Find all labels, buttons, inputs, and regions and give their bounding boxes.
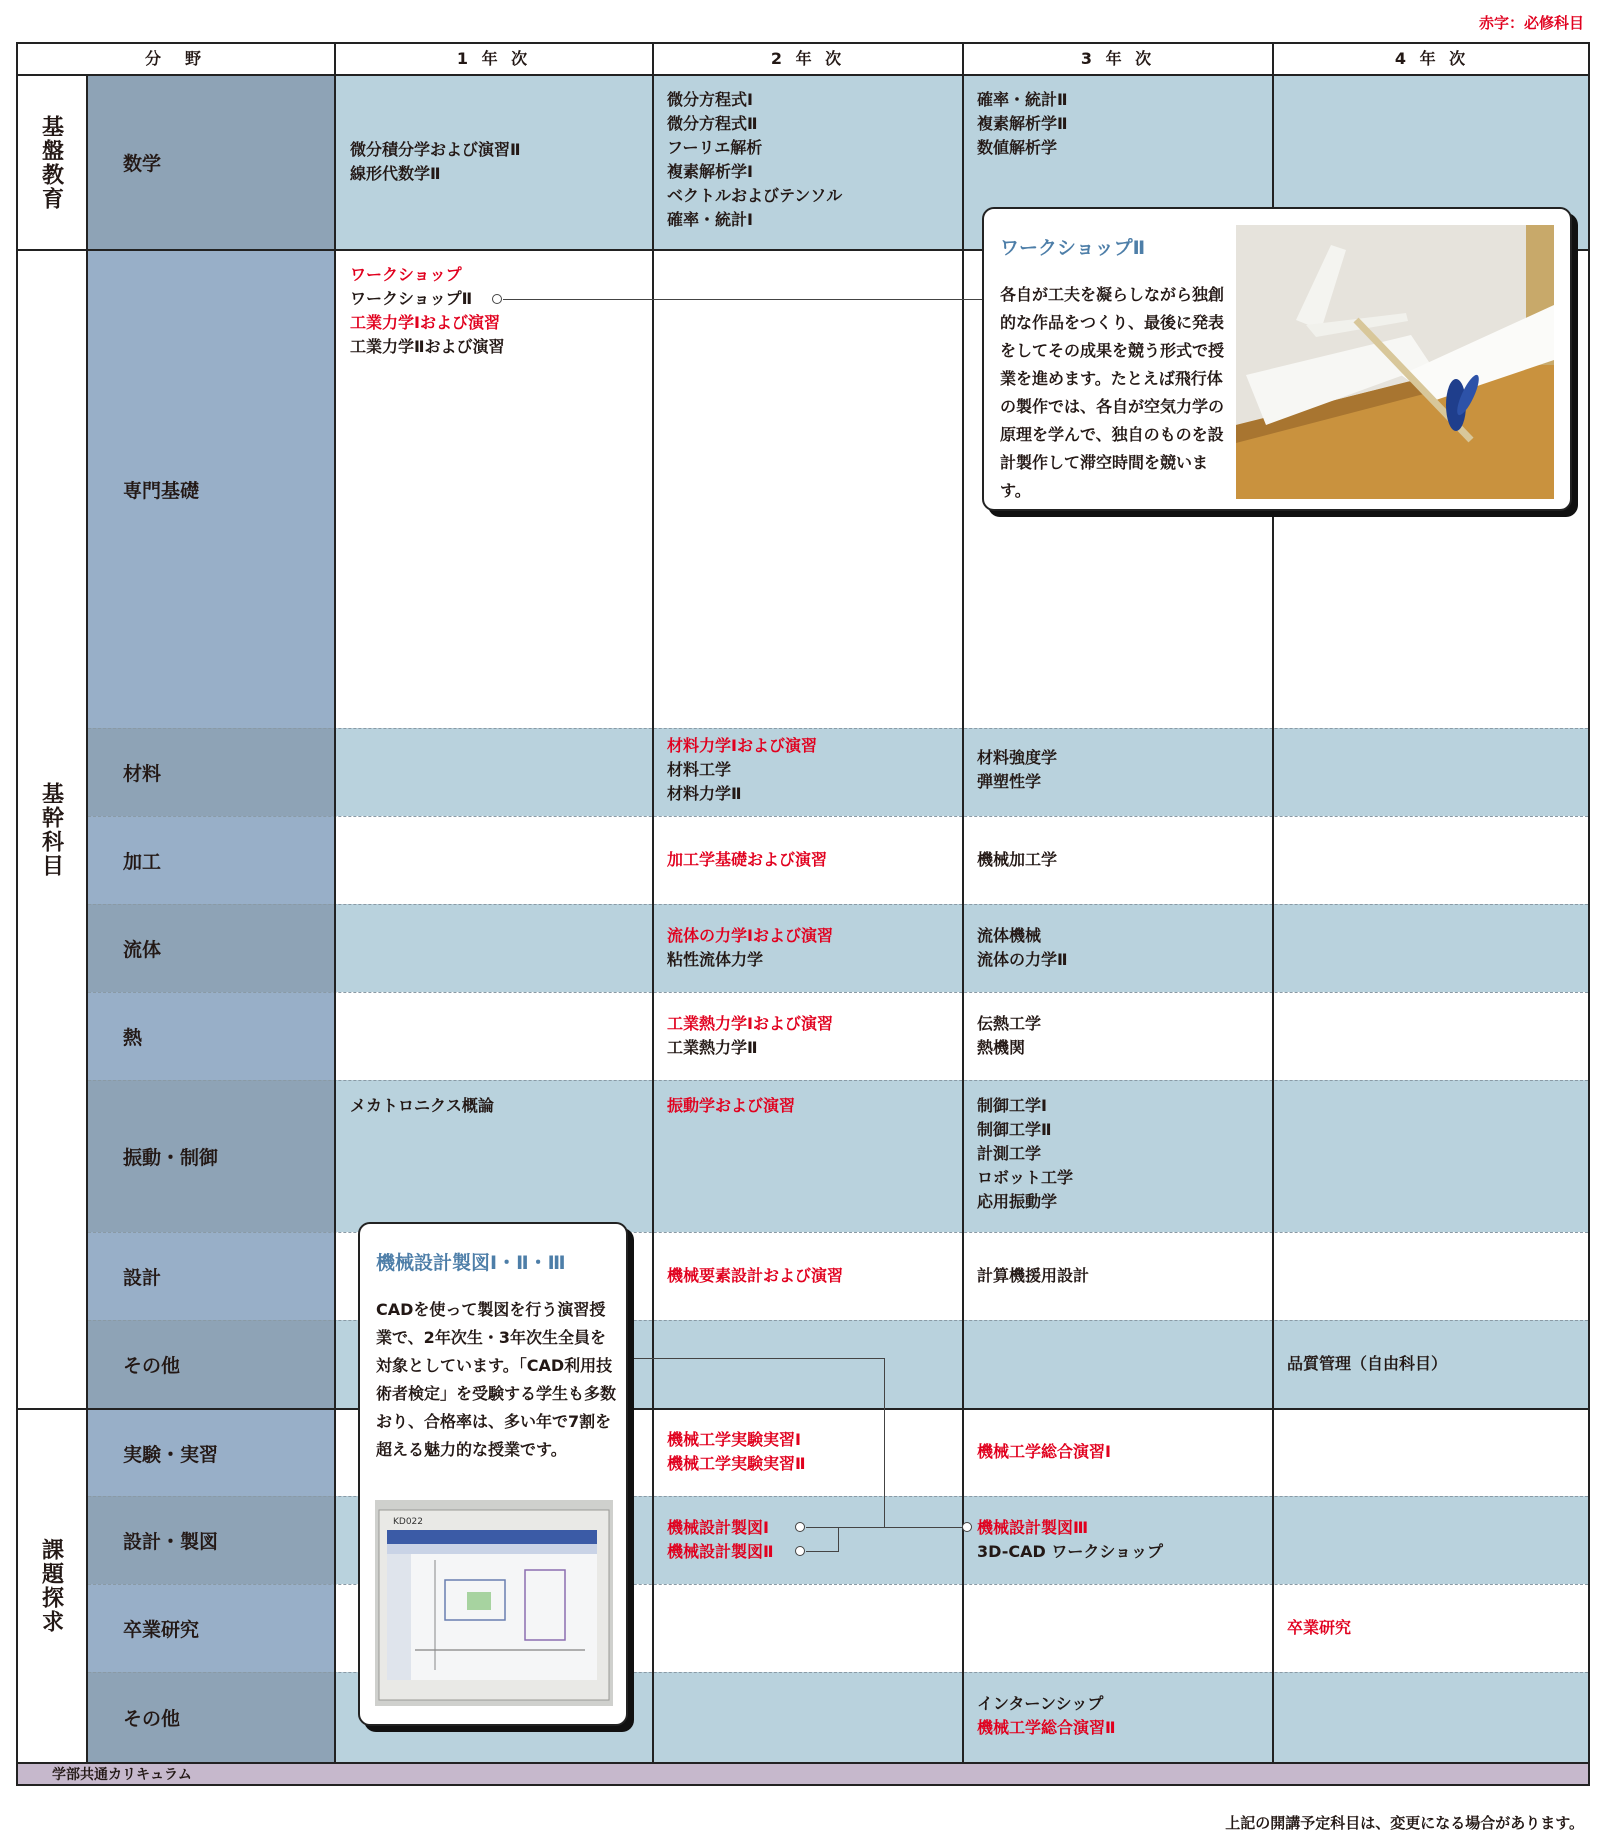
course: 微分方程式Ⅰ (667, 90, 753, 109)
header-year2: 2 年 次 (770, 49, 846, 68)
header-year1: 1 年 次 (456, 49, 532, 68)
field-sotsugyo: 卒業研究 (88, 1584, 334, 1672)
cad-photo-illustration (375, 1500, 613, 1706)
connector-dot (962, 1522, 972, 1532)
course: 確率・統計Ⅰ (667, 210, 753, 229)
connector-line (838, 1527, 964, 1528)
field-zairyo: 材料 (88, 728, 334, 816)
course: 線形代数学Ⅱ (350, 164, 441, 183)
course: インターンシップ (977, 1694, 1104, 1713)
course-required: ワークショップ (350, 265, 462, 284)
course-required: 機械工学総合演習Ⅰ (977, 1442, 1111, 1461)
header-year3: 3 年 次 (1080, 49, 1156, 68)
field-sugaku: 数学 (88, 76, 334, 249)
course-required: 工業熱力学Ⅰおよび演習 (667, 1014, 833, 1033)
course: 品質管理（自由科目） (1287, 1354, 1448, 1373)
cad-screen-label: KD022 (393, 1517, 424, 1527)
course-required: 流体の力学Ⅰおよび演習 (667, 926, 833, 945)
group-kikan: 基幹科目 (38, 781, 64, 878)
required-legend: 赤字：必修科目 (1478, 14, 1584, 32)
field-sonota2: その他 (88, 1672, 334, 1762)
connector-dot (795, 1546, 805, 1556)
course-required: 機械設計製図Ⅱ (667, 1542, 774, 1561)
group-kadai: 課題探求 (38, 1538, 64, 1634)
course: フーリエ解析 (667, 138, 763, 157)
cad-card-body: CADを使って製図を行う演習授業で、2年次生・3年次生全員を対象としています。「CAD利用技術者検定」を受験する学生も多数おり、合格率は、多い年で7割を超える魅力的な授業です。 (376, 1300, 617, 1459)
course: 工業熱力学Ⅱ (667, 1038, 758, 1057)
course: 材料工学 (667, 760, 732, 779)
connector-line (503, 299, 983, 300)
course-required: 機械工学総合演習Ⅱ (977, 1718, 1116, 1737)
airplane-photo (1236, 225, 1554, 499)
connector-line (806, 1551, 839, 1552)
header-year4: 4 年 次 (1394, 49, 1470, 68)
workshop-card (982, 207, 1572, 511)
course-required: 機械工学実験実習Ⅱ (667, 1454, 806, 1473)
connector-dot (795, 1522, 805, 1532)
course-required: 工業力学Ⅰおよび演習 (350, 313, 500, 332)
workshop-card-body: 各自が工夫を凝らしながら独創的な作品をつくり、最後に発表をしてその成果を競う形式で授業を進めます。たとえば飛行体の製作では、各自が空気力学の原理を学んで、独自のものを設計製作して滞空時間を競います。 (1000, 285, 1225, 500)
course-required: 振動学および演習 (667, 1096, 796, 1115)
course: ベクトルおよびテンソル (667, 186, 843, 205)
connector-dot (492, 294, 502, 304)
field-netsu: 熱 (88, 992, 334, 1080)
course: 機械加工学 (977, 850, 1058, 869)
course-required: 機械工学実験実習Ⅰ (667, 1430, 801, 1449)
field-shindo: 振動・制御 (88, 1080, 334, 1232)
field-sonota1: その他 (88, 1320, 334, 1408)
course-required: 加工学基礎および演習 (667, 850, 828, 869)
airplane-photo-illustration (1236, 225, 1554, 499)
course: 数値解析学 (977, 138, 1058, 157)
field-sekkei: 設計 (88, 1232, 334, 1320)
field-ryutai: 流体 (88, 904, 334, 992)
course: 複素解析学Ⅰ (667, 162, 753, 181)
connector-line (838, 1527, 839, 1551)
course: ロボット工学 (977, 1168, 1074, 1187)
course: 材料強度学 (977, 748, 1058, 767)
course: 計算機援用設計 (977, 1266, 1090, 1285)
course-required: 機械設計製図Ⅰ (667, 1518, 769, 1537)
course: 確率・統計Ⅱ (977, 90, 1068, 109)
group-kiban: 基盤教育 (38, 114, 64, 211)
course: 3D-CAD ワークショップ (977, 1542, 1164, 1561)
field-jikken: 実験・実習 (88, 1410, 334, 1496)
footnote: 上記の開講予定科目は、変更になる場合があります。 (1225, 1814, 1584, 1832)
common-curriculum-bar: 学部共通カリキュラム (16, 1762, 1590, 1786)
course: 材料力学Ⅱ (667, 784, 742, 803)
course: 伝熱工学 (977, 1014, 1042, 1033)
connector-line (628, 1358, 884, 1359)
course: 工業力学Ⅱおよび演習 (350, 337, 505, 356)
field-senmon: 専門基礎 (88, 251, 334, 728)
course-required: 機械要素設計および演習 (667, 1266, 844, 1285)
connector-line (806, 1527, 838, 1528)
course: 弾塑性学 (977, 772, 1042, 791)
cad-photo (375, 1500, 613, 1706)
course: 熱機関 (977, 1038, 1026, 1057)
course: 複素解析学Ⅱ (977, 114, 1068, 133)
course: 応用振動学 (977, 1192, 1058, 1211)
field-seizu: 設計・製図 (88, 1496, 334, 1584)
course: 制御工学Ⅰ (977, 1096, 1047, 1115)
header-field: 分 野 (144, 49, 205, 68)
cad-card-title: 機械設計製図Ⅰ・Ⅱ・Ⅲ (376, 1252, 566, 1274)
course: 制御工学Ⅱ (977, 1120, 1052, 1139)
course-required: 卒業研究 (1287, 1618, 1352, 1637)
field-kako: 加工 (88, 816, 334, 904)
connector-line (884, 1358, 885, 1527)
course: 微分方程式Ⅱ (667, 114, 758, 133)
course: 流体の力学Ⅱ (977, 950, 1068, 969)
workshop-card-title: ワークショップⅡ (1000, 237, 1146, 259)
course: メカトロニクス概論 (350, 1096, 494, 1115)
course-required: 機械設計製図Ⅲ (977, 1518, 1089, 1537)
course: 粘性流体力学 (667, 950, 764, 969)
course-required: 材料力学Ⅰおよび演習 (667, 736, 817, 755)
course: ワークショップⅡ (350, 289, 473, 308)
course: 微分積分学および演習Ⅱ (350, 140, 521, 159)
course: 計測工学 (977, 1144, 1042, 1163)
cad-card (358, 1222, 628, 1726)
course: 流体機械 (977, 926, 1042, 945)
